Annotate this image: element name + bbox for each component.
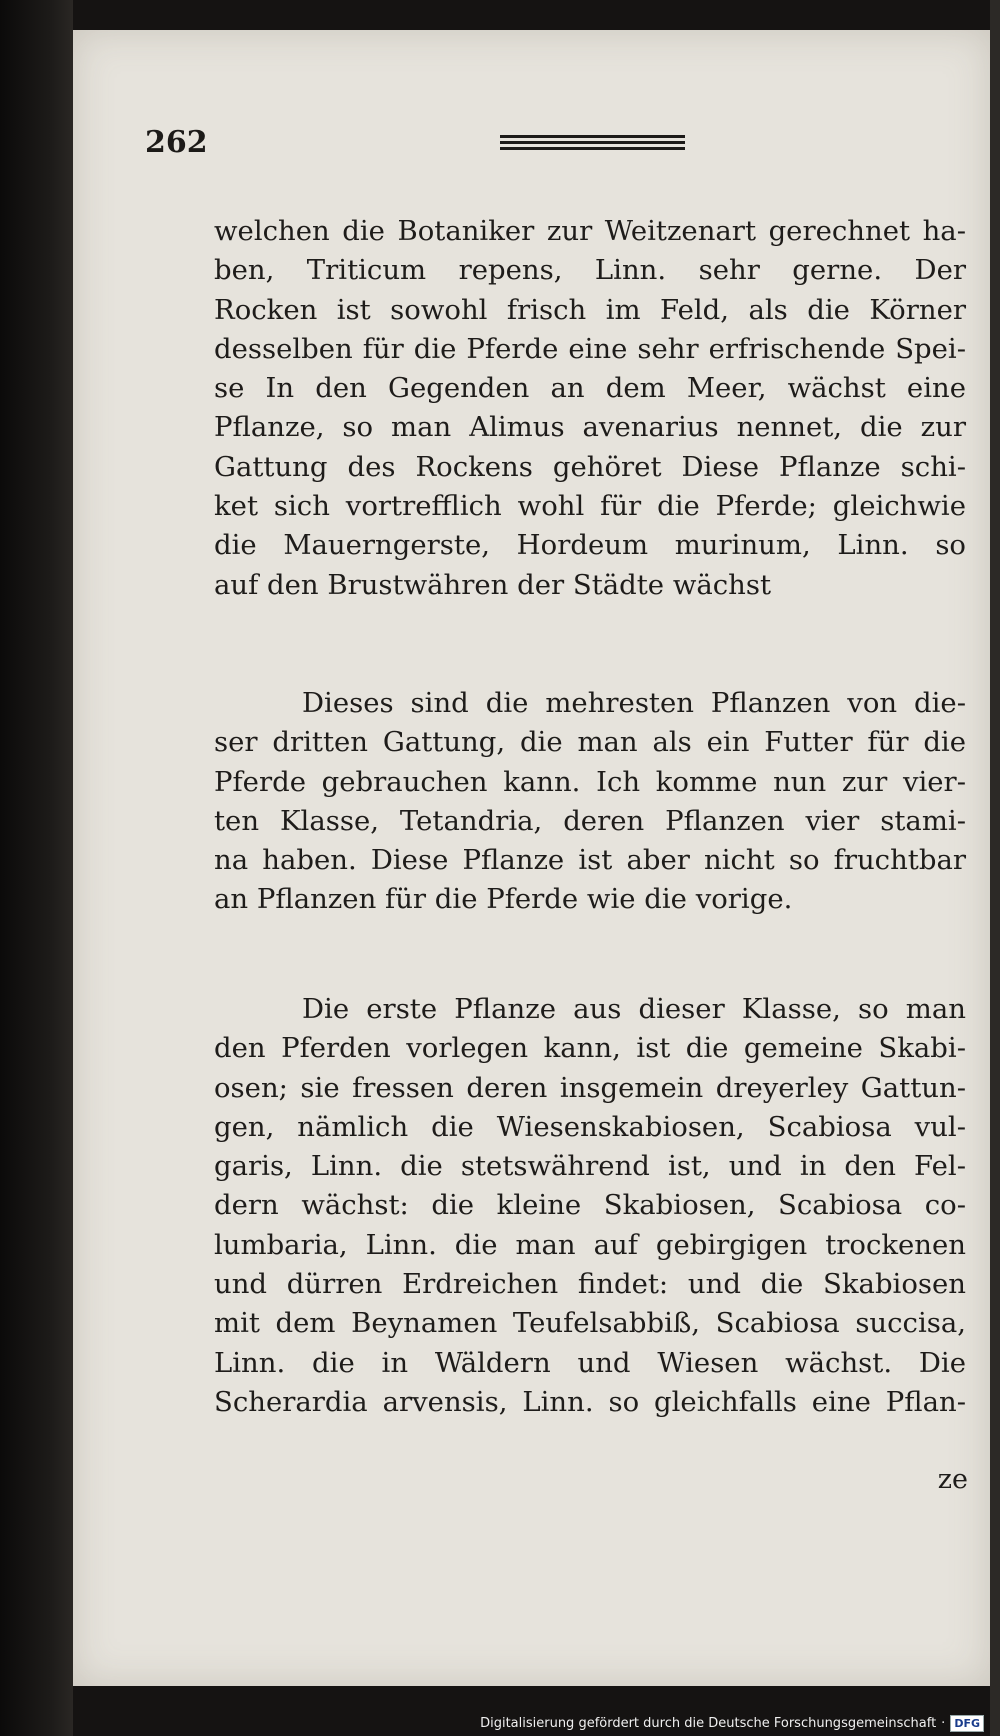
paragraph-1 <box>214 212 966 605</box>
text-line: ten Klasse, Tetandria, deren Pflanzen vier stami- <box>214 804 966 837</box>
text-line: garis, Linn. die stetswährend ist, und in den Fel- <box>214 1150 966 1183</box>
text-line: ser dritten Gattung, die man als ein Futter für die <box>214 726 966 759</box>
text-line: osen; sie fressen deren insgemein dreyerley Gattun- <box>214 1071 966 1104</box>
text-line: den Pferden vorlegen kann, ist die gemeine Skabi- <box>214 1032 966 1065</box>
page-edge <box>990 0 1000 1736</box>
credit-text: Digitalisierung gefördert durch die Deutsche Forschungsgemeinschaft <box>480 1716 937 1731</box>
text-line: auf den Brustwähren der Städte wächst <box>214 568 772 601</box>
text-line: na haben. Diese Pflanze ist aber nicht so fruchtbar <box>214 844 966 877</box>
text-line: Rocken ist sowohl frisch im Feld, als die Körner <box>214 293 966 326</box>
text-line: gen, nämlich die Wiesenskabiosen, Scabiosa vul- <box>214 1110 966 1143</box>
text-line: Scherardia arvensis, Linn. so gleichfalls eine Pflan- <box>214 1385 966 1418</box>
separator: · <box>941 1716 946 1731</box>
header-ornament-rule <box>500 135 685 153</box>
text-line: ket sich vortrefflich wohl für die Pferde; gleichwie <box>214 490 966 523</box>
text-line: Linn. die in Wäldern und Wiesen wächst. Die <box>214 1346 966 1379</box>
text-line: an Pflanzen für die Pferde wie die vorige. <box>214 883 793 916</box>
text-line: lumbaria, Linn. die man auf gebirgigen trockenen <box>214 1228 966 1261</box>
text-line: ben, Triticum repens, Linn. sehr gerne. Der <box>214 254 966 287</box>
text-line: und dürren Erdreichen findet: und die Skabiosen <box>214 1268 966 1301</box>
catchword: ze <box>937 1464 968 1495</box>
text-line: Die erste Pflanze aus dieser Klasse, so man <box>302 993 966 1025</box>
text-line: desselben für die Pferde eine sehr erfrischende Spei- <box>214 332 966 365</box>
text-line: die Mauerngerste, Hordeum murinum, Linn. so <box>214 529 966 562</box>
text-line: dern wächst: die kleine Skabiosen, Scabiosa co- <box>214 1189 966 1222</box>
text-line: Gattung des Rockens gehöret Diese Pflanze schi- <box>214 450 966 483</box>
page-number: 262 <box>145 125 208 160</box>
paragraph-2 <box>214 684 966 920</box>
text-line: Pflanze, so man Alimus avenarius nennet, die zur <box>214 411 966 444</box>
text-line: mit dem Beynamen Teufelsabbiß, Scabiosa succisa, <box>214 1307 966 1340</box>
book-spine <box>0 0 73 1736</box>
paragraph-3 <box>214 990 966 1422</box>
text-line: welchen die Botaniker zur Weitzenart gerechnet ha- <box>214 215 966 247</box>
text-line: Pferde gebrauchen kann. Ich komme nun zur vier- <box>214 765 966 798</box>
digitization-credit <box>480 1715 984 1732</box>
text-line: Dieses sind die mehresten Pflanzen von die- <box>302 687 966 719</box>
dfg-logo: DFG <box>950 1715 984 1732</box>
text-line: se In den Gegenden an dem Meer, wächst eine <box>214 372 966 405</box>
